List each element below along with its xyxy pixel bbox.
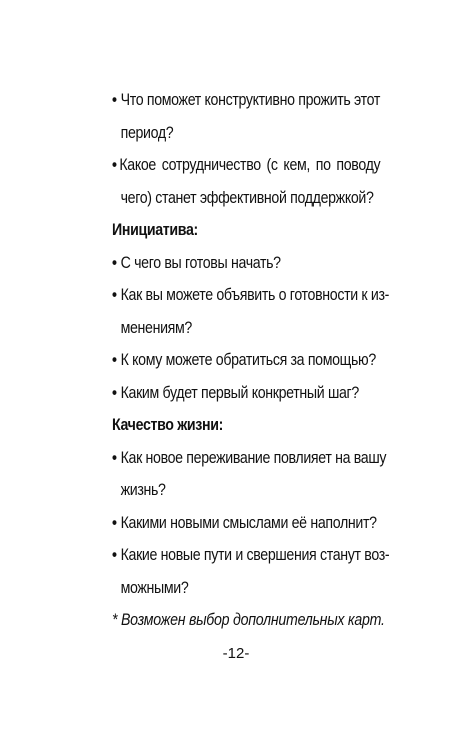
word: кем, (283, 156, 311, 174)
bullet: • (112, 513, 117, 532)
question-text: Каким будет первый конкретный шаг? (120, 383, 359, 402)
bullet: • (112, 383, 117, 402)
question-item (112, 377, 380, 410)
word: Какое (119, 156, 156, 174)
question-continuation: период? (120, 123, 174, 142)
question-continuation: менениям? (120, 318, 192, 337)
question-text: Какими новыми смыслами её наполнит? (120, 513, 377, 532)
page-number: -12- (222, 645, 250, 662)
question-text: Как вы можете объявить о готовности к из- (120, 286, 390, 304)
word: (с (266, 156, 278, 174)
question-item (112, 279, 390, 312)
question-continuation: можными? (120, 578, 189, 597)
question-item (112, 149, 380, 182)
question-text: Как новое переживание повлияет на вашу (120, 448, 387, 467)
question-item (112, 539, 390, 572)
question-item (112, 247, 380, 280)
question-item (112, 442, 387, 475)
question-item (112, 507, 380, 540)
question-text: К кому можете обратиться за помощью? (120, 351, 376, 369)
word: поводу (336, 156, 381, 174)
question-text-justified (119, 149, 380, 182)
question-text: Что поможет конструктивно прожить этот (120, 91, 381, 109)
section-heading-initiative: Инициатива: (112, 221, 198, 239)
bullet: • (112, 546, 117, 564)
bullet: • (112, 156, 117, 174)
page-content (112, 84, 424, 637)
question-continuation: жизнь? (120, 481, 166, 499)
question-item (112, 84, 380, 117)
question-continuation: чего) станет эффективной поддержкой? (120, 188, 374, 207)
footnote: * Возможен выбор дополнительных карт. (112, 611, 385, 629)
bullet: • (112, 351, 117, 369)
question-item (112, 344, 380, 377)
question-text: С чего вы готовы начать? (120, 253, 281, 272)
word: по (315, 156, 331, 174)
question-text: Какие новые пути и свершения станут воз- (120, 546, 390, 564)
bullet: • (112, 91, 117, 109)
bullet: • (112, 286, 117, 304)
bullet: • (112, 253, 117, 272)
word: сотрудничество (161, 156, 261, 174)
bullet: • (112, 448, 117, 467)
section-heading-quality-of-life: Качество жизни: (112, 416, 224, 434)
